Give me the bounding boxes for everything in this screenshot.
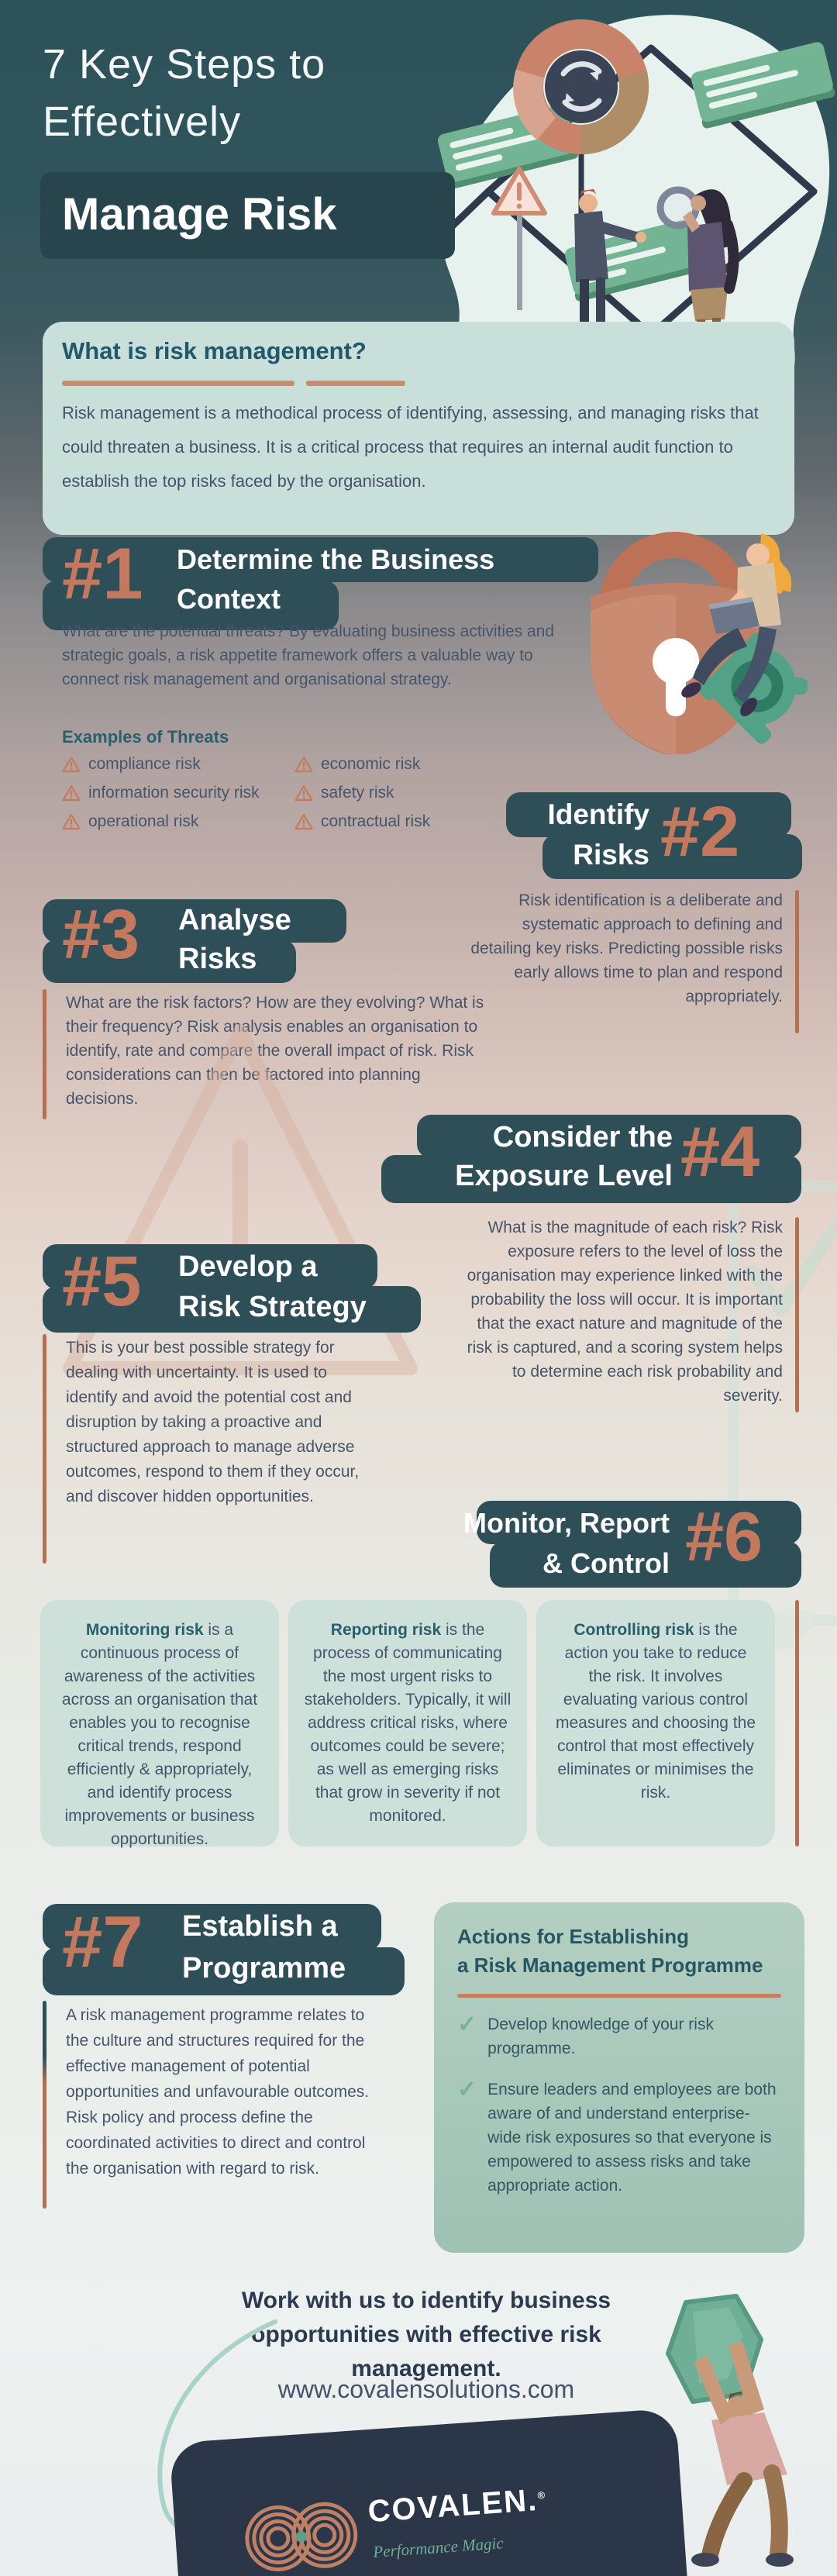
check-icon: ✓	[457, 2012, 477, 2037]
monitor-card-text: is the action you take to reduce the risk. It involves evaluating various control measures and choosing the control that most effectively eliminates or minimises the risk.	[556, 1621, 756, 1802]
step7-title: Establish a	[182, 1910, 338, 1943]
heading-underline	[62, 381, 294, 386]
accent-rule	[43, 1334, 46, 1564]
threat-item	[62, 812, 294, 831]
step1-title: Context	[177, 583, 281, 615]
step5-title: Risk Strategy	[178, 1291, 367, 1323]
step4-number: #4	[680, 1112, 760, 1191]
monitor-card	[288, 1600, 527, 1847]
threats-list	[62, 755, 558, 831]
threat-item	[294, 812, 542, 831]
step3-body: What are the risk factors? How are they evolving? What is their frequency? Risk analysis enables an organisation to identify, rate and compare the overall impact of risk. Risk considerations can then be factored into planning decisions.	[66, 994, 484, 1108]
step5-number: #5	[62, 1242, 142, 1321]
step4-title: Exposure Level	[455, 1160, 673, 1192]
threat-item	[62, 784, 294, 802]
step6-title: & Control	[542, 1547, 670, 1579]
warning-icon	[62, 785, 81, 802]
check-icon: ✓	[457, 2077, 477, 2102]
step3-title: Risks	[178, 943, 257, 975]
actions-card	[434, 1902, 804, 2253]
step3-number: #3	[62, 896, 140, 974]
step7-body: A risk management programme relates to the culture and structures required for the effective management of potential opportunities and unfavourable outcomes. Risk policy and process define the coordinated activities to direct and control the organisation with regard to risk.	[66, 2006, 370, 2178]
step2-number: #2	[660, 792, 740, 871]
heading-underline	[457, 1994, 781, 1998]
threat-item	[294, 784, 542, 802]
step2-body: Risk identification is a deliberate and systematic approach to defining and detailing key risks. Predicting possible risks early allows time to plan and respond appropriately.	[470, 891, 783, 1005]
step6-number: #6	[685, 1498, 763, 1576]
step2-title: Identify	[547, 798, 649, 830]
threat-label: information security risk	[88, 784, 260, 802]
step5-body: This is your best possible strategy for dealing with uncertainty. It is used to identify and avoid the potential cost and disruption by taking a proactive and structured approach to manage adverse outcomes, respond to them if they occur, and discover hidden opportunities.	[66, 1339, 360, 1505]
action-item-text: Ensure leaders and employees are both aware of and understand enterprise-wide risk exposures so that everyone is empowered to assess risks and take appropriate action.	[487, 2081, 777, 2195]
action-item-text: Develop knowledge of your risk programme.	[487, 2016, 714, 2057]
step4-body: What is the magnitude of each risk? Risk exposure refers to the level of loss the organisation may experience linked with the probability the loss will occur. It is important that the exact nature and magnitude of the risk is captured, and a scoring system helps to determine each risk probability and severity.	[467, 1219, 783, 1405]
covalen-logo-icon	[236, 2478, 367, 2576]
threat-item	[294, 755, 542, 774]
warning-icon	[294, 813, 313, 830]
threat-label: compliance risk	[88, 755, 201, 773]
page-title-highlight: Manage Risk	[62, 189, 337, 240]
step2-title: Risks	[573, 839, 649, 871]
step1-number: #1	[62, 533, 143, 614]
step1-body: What are the potential threats? By evaluating business activities and strategic goals, a risk appetite framework offers a valuable way to connect risk management and organisational strategy.	[62, 622, 555, 688]
accent-rule	[795, 1217, 799, 1412]
warning-icon	[62, 813, 81, 830]
registered-mark: ®	[537, 2489, 546, 2502]
threat-label: economic risk	[321, 755, 421, 773]
step4-title: Consider the	[492, 1121, 673, 1154]
step5-title: Develop a	[178, 1250, 318, 1283]
intro-body: Risk management is a methodical process of identifying, assessing, and managing risks that could threaten a business. It is a critical process that requires an internal audit function to establish the top risks faced by the organisation.	[62, 403, 759, 491]
intro-heading: What is risk management?	[62, 337, 367, 364]
monitor-card	[536, 1600, 775, 1847]
threats-heading: Examples of Threats	[62, 727, 229, 747]
step7-number: #7	[62, 1901, 143, 1982]
page-title-highlight-box	[40, 172, 455, 259]
accent-rule	[795, 1600, 799, 1847]
threat-label: operational risk	[88, 812, 199, 830]
footer-cta: Work with us to identify business opportunities with effective risk management.	[241, 2288, 611, 2381]
monitor-card-lead: Controlling risk	[574, 1621, 694, 1639]
warning-icon	[62, 756, 81, 773]
action-item	[457, 2078, 783, 2198]
actions-list	[457, 2012, 783, 2215]
heading-underline	[306, 381, 405, 386]
accent-rule	[795, 890, 799, 1033]
step1-title: Determine the Business	[177, 543, 495, 575]
warning-icon	[294, 785, 313, 802]
threat-item	[62, 755, 294, 774]
brand-tagline: Performance Magic	[372, 2533, 505, 2561]
warning-icon	[294, 756, 313, 773]
monitor-card-text: is the process of communicating the most urgent risks to stakeholders. Typically, it will address critical risks, where outcomes could be severe; as well as emerging risks that grow in severity if not monitored.	[304, 1621, 512, 1825]
threat-label: safety risk	[321, 784, 394, 802]
page-title-line1: 7 Key Steps to	[43, 41, 326, 88]
monitor-card-lead: Reporting risk	[330, 1621, 442, 1639]
action-item	[457, 2012, 783, 2060]
step7-title: Programme	[182, 1952, 346, 1985]
step3-title: Analyse	[178, 904, 291, 936]
step6-title: Monitor, Report	[463, 1507, 670, 1539]
accent-rule	[43, 2001, 46, 2209]
monitor-card	[40, 1600, 279, 1847]
padlock-illustration	[558, 487, 837, 754]
monitor-card-lead: Monitoring risk	[85, 1621, 204, 1639]
page-title-line2: Effectively	[43, 98, 242, 145]
threat-label: contractual risk	[321, 812, 431, 830]
actions-heading-line2: a Risk Management Programme	[457, 1954, 763, 1977]
brand-name: COVALEN.®	[367, 2483, 546, 2529]
actions-heading	[457, 1923, 763, 1980]
actions-heading-line1: Actions for Establishing	[457, 1925, 690, 1948]
monitor-card-text: is a continuous process of awareness of the activities across an organisation that enables you to recognise critical trends, respond efficiently & appropriately, and identify process improvements or business opportunities.	[61, 1621, 258, 1848]
website-url[interactable]: www.covalensolutions.com	[277, 2375, 575, 2403]
